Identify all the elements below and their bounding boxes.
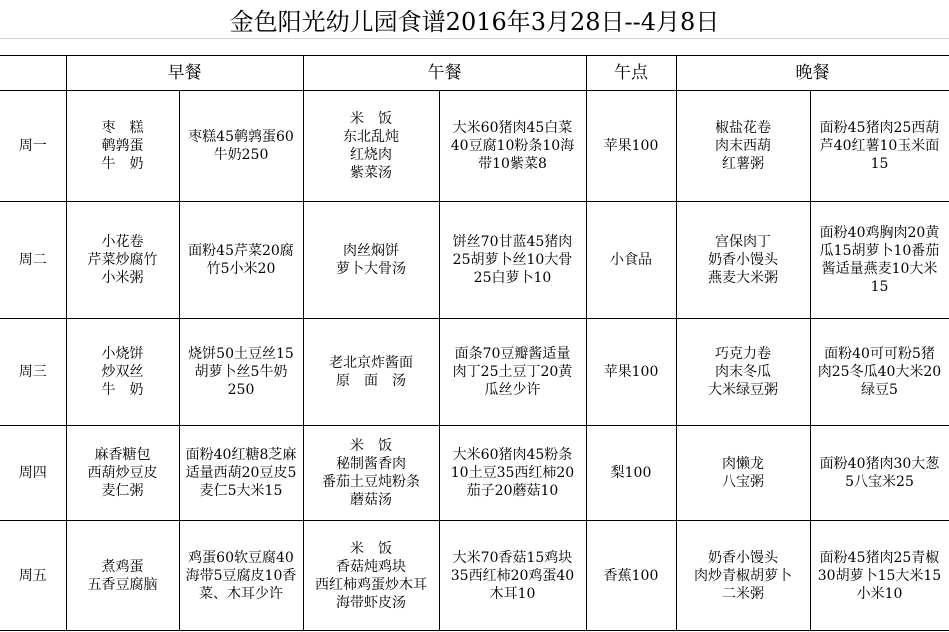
- lunch-ingredients-cell: 饼丝70甘蓝45猪肉 25胡萝卜丝10大骨 25白萝卜10: [439, 202, 586, 319]
- dinner-ingredients-cell: 面粉45猪肉25西葫 芦40红薯10玉米面 15: [810, 91, 949, 202]
- breakfast-ingredients-cell: 枣糕45鹌鹑蛋60 牛奶250: [179, 91, 303, 202]
- breakfast-ingredients-cell: 面粉45芹菜20腐 竹5小米20: [179, 202, 303, 319]
- breakfast-menu-cell: 煮鸡蛋 五香豆腐脑: [66, 521, 179, 631]
- snack-cell: 香蕉100: [586, 521, 676, 631]
- breakfast-menu-cell: 枣 糕 鹌鹑蛋 牛 奶: [66, 91, 179, 202]
- day-label: 周四: [0, 426, 66, 521]
- breakfast-header: 早餐: [66, 56, 303, 91]
- breakfast-ingredients-cell: 鸡蛋60软豆腐40 海带5豆腐皮10香 菜、木耳少许: [179, 521, 303, 631]
- lunch-menu-cell: 老北京炸酱面 原 面 汤: [303, 319, 439, 426]
- lunch-header: 午餐: [303, 56, 586, 91]
- breakfast-ingredients-cell: 烧饼50土豆丝15 胡萝卜丝5牛奶 250: [179, 319, 303, 426]
- header-row: [0, 56, 949, 91]
- table-row: [0, 319, 949, 426]
- dinner-menu-cell: 巧克力卷 肉末冬瓜 大米绿豆粥: [676, 319, 810, 426]
- snack-cell: 梨100: [586, 426, 676, 521]
- corner-cell: [0, 56, 66, 91]
- day-label: 周三: [0, 319, 66, 426]
- dinner-header: 晚餐: [676, 56, 949, 91]
- lunch-menu-cell: 米 饭 东北乱炖 红烧肉 紫菜汤: [303, 91, 439, 202]
- lunch-ingredients-cell: 面条70豆瓣酱适量 肉丁25土豆丁20黄 瓜丝少许: [439, 319, 586, 426]
- lunch-ingredients-cell: 大米70香菇15鸡块 35西红柿20鸡蛋40 木耳10: [439, 521, 586, 631]
- day-label: 周二: [0, 202, 66, 319]
- breakfast-menu-cell: 麻香糖包 西葫炒豆皮 麦仁粥: [66, 426, 179, 521]
- day-label: 周五: [0, 521, 66, 631]
- table-row: [0, 426, 949, 521]
- dinner-ingredients-cell: 面粉40猪肉30大葱 5八宝米25: [810, 426, 949, 521]
- menu-table: [0, 55, 949, 631]
- lunch-menu-cell: 米 饭 秘制酱香肉 番茄土豆炖粉条 蘑菇汤: [303, 426, 439, 521]
- dinner-ingredients-cell: 面粉40鸡胸肉20黄 瓜15胡萝卜10番茄 酱适量燕麦10大米 15: [810, 202, 949, 319]
- lunch-ingredients-cell: 大米60猪肉45粉条 10土豆35西红柿20 茄子20蘑菇10: [439, 426, 586, 521]
- lunch-menu-cell: 米 饭 香菇炖鸡块 西红柿鸡蛋炒木耳 海带虾皮汤: [303, 521, 439, 631]
- table-row: [0, 521, 949, 631]
- dinner-ingredients-cell: 面粉45猪肉25青椒 30胡萝卜15大米15 小米10: [810, 521, 949, 631]
- snack-header: 午点: [586, 56, 676, 91]
- table-row: [0, 202, 949, 319]
- table-row: [0, 91, 949, 202]
- lunch-ingredients-cell: 大米60猪肉45白菜 40豆腐10粉条10海 带10紫菜8: [439, 91, 586, 202]
- dinner-menu-cell: 宫保肉丁 奶香小馒头 燕麦大米粥: [676, 202, 810, 319]
- lunch-menu-cell: 肉丝焖饼 萝卜大骨汤: [303, 202, 439, 319]
- breakfast-ingredients-cell: 面粉40红糖8芝麻 适量西葫20豆皮5 麦仁5大米15: [179, 426, 303, 521]
- dinner-menu-cell: 肉懒龙 八宝粥: [676, 426, 810, 521]
- snack-cell: 苹果100: [586, 91, 676, 202]
- dinner-menu-cell: 奶香小馒头 肉炒青椒胡萝卜 二米粥: [676, 521, 810, 631]
- gridline: [0, 38, 949, 39]
- dinner-ingredients-cell: 面粉40可可粉5猪 肉25冬瓜40大米20 绿豆5: [810, 319, 949, 426]
- snack-cell: 小食品: [586, 202, 676, 319]
- day-label: 周一: [0, 91, 66, 202]
- breakfast-menu-cell: 小烧饼 炒双丝 牛 奶: [66, 319, 179, 426]
- snack-cell: 苹果100: [586, 319, 676, 426]
- breakfast-menu-cell: 小花卷 芹菜炒腐竹 小米粥: [66, 202, 179, 319]
- dinner-menu-cell: 椒盐花卷 肉末西葫 红薯粥: [676, 91, 810, 202]
- menu-title: 金色阳光幼儿园食谱2016年3月28日--4月8日: [229, 7, 720, 36]
